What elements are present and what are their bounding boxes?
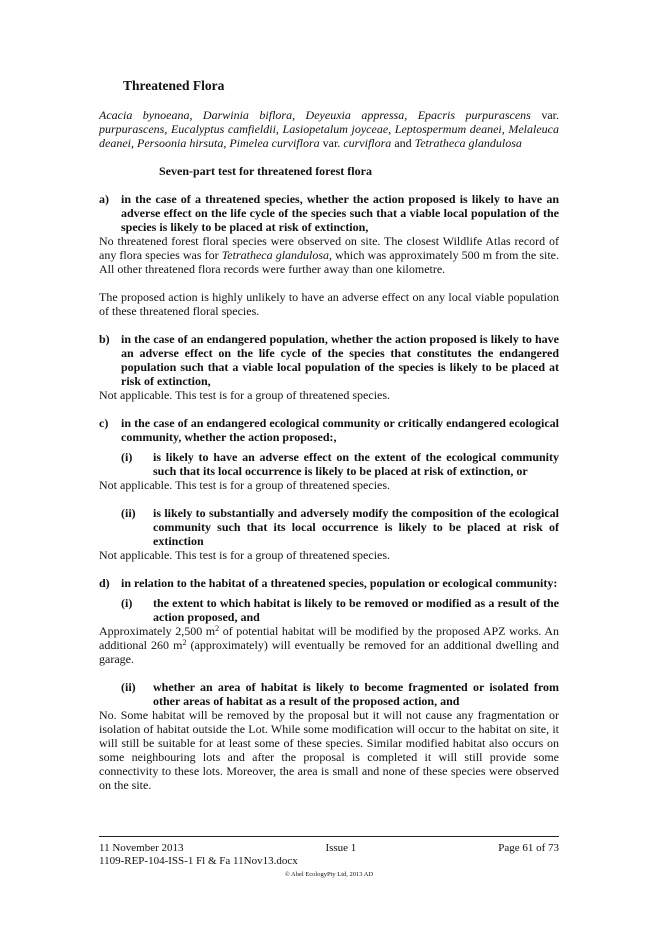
question-c-i (121, 450, 559, 478)
answer-d-i (99, 624, 559, 666)
question-d (99, 576, 559, 590)
question-b (99, 332, 559, 388)
page-footer (99, 836, 559, 879)
question-d-i-text: the extent to which habitat is likely to be removed or modified as a result of the action proposed, and (153, 596, 559, 624)
footer-row-1 (99, 842, 559, 855)
question-d-ii-label: (ii) (121, 680, 136, 694)
species-run: and (391, 136, 415, 150)
answer-b: Not applicable. This test is for a group of threatened species. (99, 388, 391, 402)
question-d-ii-text: whether an area of habitat is likely to become fragmented or isolated from other areas of habitat as a result of the proposed action, and (153, 680, 559, 708)
question-c-label: c) (99, 416, 109, 430)
question-c-ii (121, 506, 559, 548)
answer-a-paragraph-2: The proposed action is highly unlikely to have an adverse effect on any local viable population of these threatened floral species. (99, 290, 559, 318)
species-run: purpurascens, Eucalyptus camfieldii, Lasiopetalum joyceae, Leptospermum deanei, Melaleuca deanei, Persoonia hirsuta, Pimelea curviflora (99, 122, 559, 150)
question-d-ii (121, 680, 559, 708)
question-b-text: in the case of an endangered population, whether the action proposed is likely to have an adverse effect on the life cycle of the species that constitutes the endangered population such that a viable local population of the species is likely to be placed at risk of extinction, (121, 332, 559, 388)
species-run: Acacia bynoeana, Darwinia biflora, Deyeuxia appressa, Epacris purpurascens (99, 108, 531, 122)
answer-a-text-2: which was approximately 500 m from the site. All other threatened flora records were further away than one kilometre. (99, 248, 559, 276)
question-c (99, 416, 559, 444)
footer-page-number: Page 61 of 73 (498, 842, 559, 854)
species-run: Tetratheca glandulosa (414, 136, 522, 150)
footer-copyright: © Abel EcologyPty Ltd, 2013 AD (284, 871, 374, 878)
species-run: var. (530, 108, 559, 122)
answer-a-paragraph-1 (99, 234, 559, 276)
answer-a-text-1: No threatened forest floral species were observed on site. The closest Wildlife Atlas record of any flora species was for (99, 234, 559, 262)
question-c-i-text: is likely to have an adverse effect on the extent of the ecological community such that its local occurrence is likely to be placed at risk of extinction, or (153, 450, 559, 478)
question-d-text: in relation to the habitat of a threatened species, population or ecological community: (121, 576, 558, 590)
answer-d-i-text-2: of potential habitat will be modified by the proposed APZ works. An additional 260 m (99, 624, 560, 652)
footer-issue: Issue 1 (325, 842, 357, 854)
question-a (99, 192, 559, 234)
species-run: var. (319, 136, 344, 150)
answer-d-i-text-3: (approximately) will eventually be removed for an additional dwelling and garage. (99, 638, 559, 666)
superscript-2: 2 (215, 624, 220, 633)
page-content (99, 78, 559, 792)
species-run: curviflora (343, 136, 392, 150)
question-a-label: a) (99, 192, 109, 206)
answer-a-species-name: Tetratheca glandulosa, (221, 248, 333, 262)
footer-doc-reference: 1109-REP-104-ISS-1 Fl & Fa 11Nov13.docx (99, 855, 298, 867)
test-subtitle: Seven-part test for threatened forest flora (159, 164, 372, 178)
question-b-label: b) (99, 332, 110, 346)
question-c-text: in the case of an endangered ecological community or critically endangered ecological community, whether the action proposed:, (121, 416, 559, 444)
question-d-label: d) (99, 576, 110, 590)
question-c-ii-label: (ii) (121, 506, 136, 520)
question-c-i-label: (i) (121, 450, 133, 464)
answer-d-ii: No. Some habitat will be removed by the proposal but it will not cause any fragmentation or isolation of habitat outside the Lot. While some modification will occur to the habitat on site, it will still be suitable for at least some of these species. Similar modified habitat also occurs on some neighbouring lots and after the proposal is completed it will still provide some connectivity to these lots. Moreover, the area is small and none of these species were observed on the site. (99, 708, 559, 792)
answer-d-i-text-1: Approximately 2,500 m (99, 624, 216, 638)
species-list (99, 108, 559, 150)
question-c-ii-text: is likely to substantially and adversely modify the composition of the ecological community such that its local occurrence is likely to be placed at risk of extinction (153, 506, 559, 548)
question-a-text: in the case of a threatened species, whether the action proposed is likely to have an adverse effect on the life cycle of the species such that a viable local population of the species is likely to be placed at risk of extinction, (121, 192, 559, 234)
answer-c-i: Not applicable. This test is for a group of threatened species. (99, 478, 391, 492)
answer-c-ii: Not applicable. This test is for a group of threatened species. (99, 548, 391, 562)
superscript-2: 2 (182, 638, 187, 647)
question-d-i-label: (i) (121, 596, 133, 610)
section-heading: Threatened Flora (123, 78, 225, 93)
footer-date: 11 November 2013 (99, 842, 184, 854)
question-d-i (121, 596, 559, 624)
